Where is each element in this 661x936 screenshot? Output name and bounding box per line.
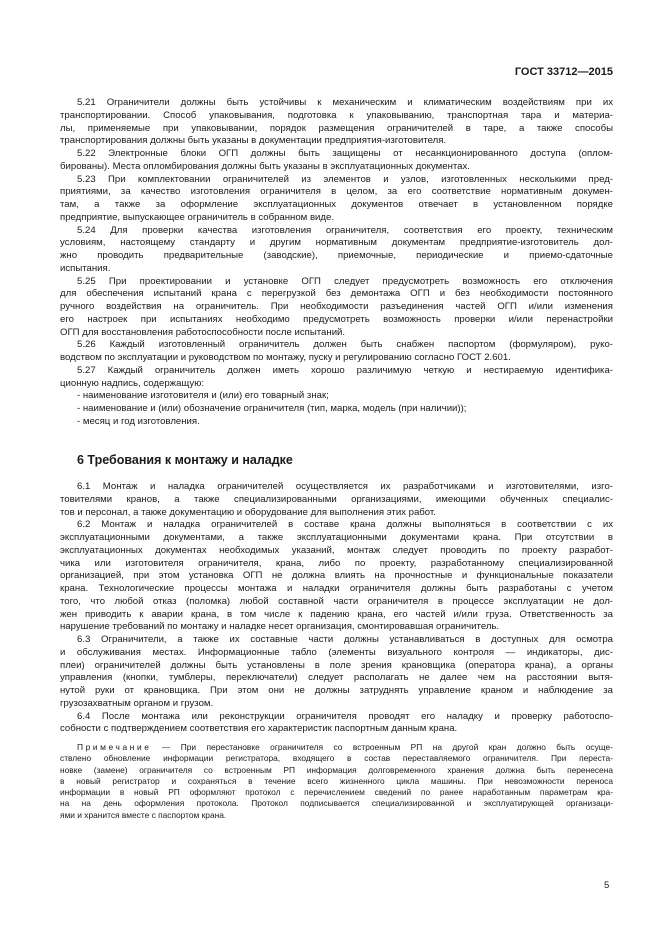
paragraph-line: того, что любой отказ (поломка) любой составной части ограничителя в процессе эксплуатации не дол-: [60, 595, 613, 607]
paragraph-line: управления (кнопки, тумблеры, переключатели) следует располагать не далее чем на расстоянии вытя-: [60, 672, 613, 684]
paragraph-line: чика или изготовителя ограничителя, крана, либо по проекту, разработанному специализированной: [60, 557, 613, 569]
paragraph-line: 5.27 Каждый ограничитель должен иметь хорошо различимую четкую и нестираемую идентифика-: [77, 364, 613, 376]
paragraph-line: эксплуатационными документами, а также эксплуатационными документами крана. При отсутствии в: [60, 532, 613, 543]
paragraph-line: предприятие, выпускающее ограничитель в собранном виде.: [60, 211, 334, 223]
paragraph-line: 5.22 Электронные блоки ОГП должны быть защищены от несанкционированного доступа (оплом-: [77, 148, 613, 159]
note-line: в новый регистратор и сохраняться в течение всего жизненного цикла машины. При невозможности переноса: [60, 775, 613, 786]
paragraph-line: ОГП для восстановления работоспособности после испытаний.: [60, 326, 346, 338]
paragraph-line: 5.25 При проектировании и установке ОГП следует предусмотреть возможность его отключения: [77, 275, 613, 287]
section-6-heading: 6 Требования к монтажу и наладке: [77, 453, 293, 467]
paragraph-line: жен приводить к аварии крана, в том числе к падению крана, его частей и/или груза. Ответственность за: [60, 608, 613, 620]
paragraph-line: ционную надпись, содержащую:: [60, 377, 205, 389]
paragraph-line: 5.21 Ограничители должны быть устойчивы к механическим и климатическим воздействиям при их: [77, 97, 613, 108]
paragraph-line: бированы). Места опломбирования должны быть указаны в эксплуатационных документах.: [60, 160, 470, 172]
paragraph-line: грузозахватным органом и грузом.: [60, 697, 214, 709]
paragraph-line: приятиями, за качество изготовления ограничителя в целом, за его соответствие нормативным докумен-: [60, 186, 613, 198]
list-item: - месяц и год изготовления.: [77, 415, 200, 427]
paragraph-line: и обслуживания местах. Информационные табло (элементы визуального контроля — индикаторы, дис-: [60, 646, 613, 658]
paragraph-line: плеи) ограничителей должны быть установлены в поле зрения крановщика (оператора крана), а органы: [60, 659, 613, 671]
paragraph-line: условиям, настоящему стандарту и другим нормативным документам предприятие-изготовитель дол-: [60, 237, 613, 249]
paragraph-line: 5.24 Для проверки качества изготовления ограничителя, соответствия его проекту, техническим: [77, 224, 613, 236]
paragraph-line: 5.26 Каждый изготовленный ограничитель должен быть снабжен паспортом (формуляром), руко-: [77, 339, 613, 351]
paragraph-line: лы, применяемые при упаковывании, порядок размещения ограничителей в таре, а также способы: [60, 122, 613, 134]
paragraph-line: 6.3 Ограничители, а также их составные части должны устанавливаться в доступных для осмотра: [77, 634, 613, 645]
note-line: на на день оформления протокола. Протокол подписывается специализированной и эксплуатирующей организаци-: [60, 798, 613, 809]
paragraph-line: товителями кранов, а также специализированными организациями, имеющими обученных специалис-: [60, 493, 613, 505]
paragraph-line: для обеспечения испытаний крана с перегрузкой без демонтажа ОГП и без необходимости постоянного: [60, 288, 613, 300]
paragraph-line: нутой руки от крановщика. При этом они не должны затруднять управление краном и наблюдение за: [60, 685, 613, 696]
list-item: - наименование изготовителя и (или) его товарный знак;: [77, 390, 329, 402]
paragraph-line: организацией, при этом установка ОГП не должна влиять на прочностные и функциональные показатели: [60, 570, 613, 582]
paragraph-line: эксплуатационных документах необходимых указаний, монтаж следует проводить по проекту разработ-: [60, 544, 613, 556]
paragraph-line: жно проводить предварительные (заводские), приемочные, периодические и приемо-сдаточные: [60, 250, 613, 261]
paragraph-line: 6.1 Монтаж и наладка ограничителей осуществляется их разработчиками и изготовителями, изго-: [77, 481, 613, 492]
paragraph-line: там, а также за оформление эксплуатационных документов отвечает в установленном порядке: [60, 199, 613, 210]
paragraph-line: 6.2 Монтаж и наладка ограничителей в составе крана должны выполняться в соответствии с их: [77, 519, 613, 531]
section-5-body: [60, 97, 613, 429]
paragraph-line: 6.4 После монтажа или реконструкции ограничителя проводят его наладку и проверку работоспо-: [77, 710, 613, 722]
note-line: новке (замене) ограничителя со встроенным РП информация долговременного хранения должна быть перенесена: [60, 764, 613, 775]
paragraph-line: транспортирования должны быть указаны в документации предприятия-изготовителя.: [60, 135, 447, 147]
page-number: 5: [604, 880, 610, 891]
paragraph-line: 5.23 При комплектовании ограничителей из элементов и узлов, изготовленных несколькими пред-: [77, 173, 613, 185]
note-line: информации в новый РП оформляют протокол с перечислением сведений по ранее наработанным параметрам кра-: [60, 787, 613, 798]
section-6-body: [60, 481, 613, 736]
paragraph-line: испытания.: [60, 262, 111, 274]
note-line: ствлено обновление информации регистратора, входящего в состав переставляемого ограничителя. При переста-: [60, 753, 613, 764]
document-header: ГОСТ 33712—2015: [514, 66, 613, 78]
paragraph-line: нарушение требований по монтажу и наладке несет организация, смонтировавшая ограничитель.: [60, 621, 500, 633]
note-block: [60, 742, 613, 821]
paragraph-line: транспортировании. Способ упаковывания, подготовка к упаковыванию, транспортная тара и материа-: [60, 109, 613, 121]
paragraph-line: его настроек при испытаниях необходимо предусмотреть возможность проверки и/или перенастройки: [60, 313, 613, 325]
list-item: - наименование и (или) обозначение ограничителя (тип, марка, модель (при наличии));: [77, 403, 467, 414]
paragraph-line: ручного воздействия на ограничитель. При необходимости разъединения частей ОГП и/или изменения: [60, 301, 613, 312]
note-line: — При перестановке ограничителя со встроенным РП на другой кран должно быть осуще-: [151, 742, 613, 752]
paragraph-line: тов и персонал, а также документацию и оборудование для выполнения этих работ.: [60, 506, 436, 518]
paragraph-line: крана. Технологические процессы монтажа и наладки ограничителя должны быть разработаны с учетом: [60, 583, 613, 594]
paragraph-line: собности с подтверждением соответствия его характеристик паспортным данным крана.: [60, 723, 458, 735]
paragraph-line: водством по эксплуатации и руководством по монтажу, пуску и регулированию согласно ГОСТ 2.601.: [60, 352, 511, 363]
note-line: ями и хранится вместе с паспортом крана.: [60, 809, 227, 820]
note-label: Примечание: [77, 742, 152, 752]
